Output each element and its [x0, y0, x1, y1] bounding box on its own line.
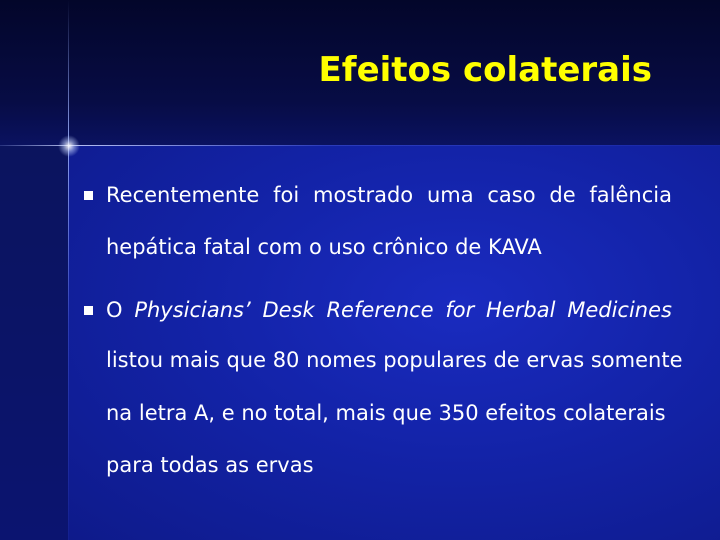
book-title-word: Medicines: [567, 298, 672, 322]
word: Recentemente: [106, 183, 260, 207]
word: mostrado: [312, 183, 414, 207]
bullet-2-line-1: [106, 297, 672, 323]
bullet-2-line-3: na letra A, e no total, mais que 350 efeitos colaterais: [106, 401, 666, 425]
book-title-word: Reference: [326, 298, 434, 322]
star-glint-icon: [58, 135, 80, 157]
lead-word: O: [106, 298, 123, 322]
left-band: [0, 145, 68, 540]
book-title-word: Desk: [262, 298, 315, 322]
bullet-marker: [84, 306, 93, 315]
word: de: [549, 183, 576, 207]
book-title-word: Physicians’: [134, 298, 251, 322]
word: falência: [589, 183, 672, 207]
slide-title: Efeitos colaterais: [318, 50, 652, 90]
bullet-2-line-2: listou mais que 80 nomes populares de ervas somente: [106, 348, 683, 372]
bullet-marker: [84, 191, 93, 200]
horizontal-accent-line: [0, 145, 720, 146]
bullet-2-line-4: para todas as ervas: [106, 453, 314, 477]
word: caso: [487, 183, 536, 207]
word: uma: [426, 183, 474, 207]
bullet-1-line-2: hepática fatal com o uso crônico de KAVA: [106, 235, 542, 259]
word: foi: [273, 183, 300, 207]
book-title-word: Herbal: [486, 298, 556, 322]
vertical-accent-line: [68, 0, 69, 540]
bullet-1-line-1: [106, 182, 672, 208]
book-title-word: for: [445, 298, 475, 322]
